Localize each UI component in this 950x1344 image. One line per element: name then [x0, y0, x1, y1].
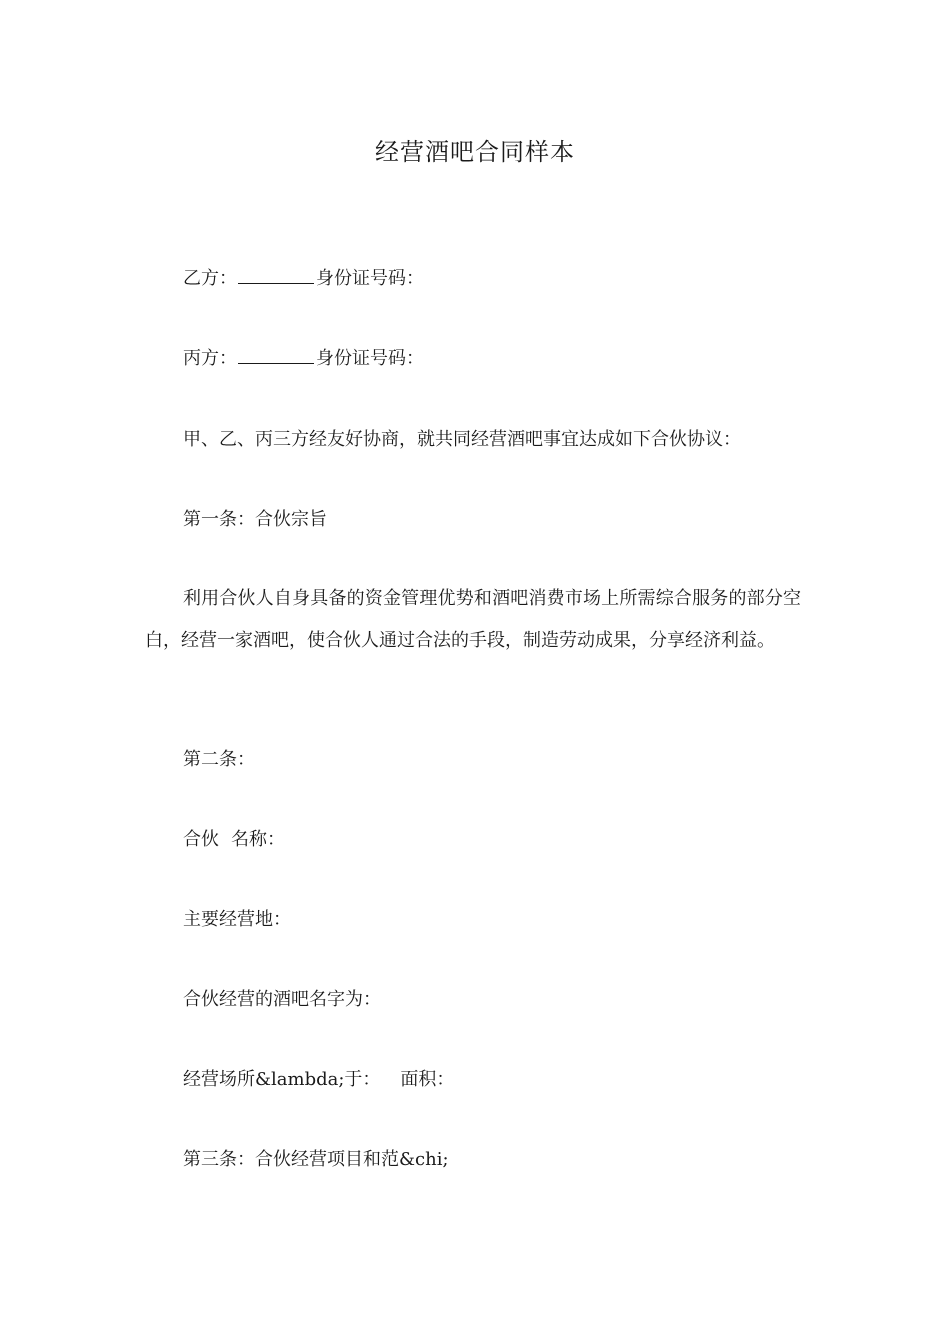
- party-b-line: [183, 265, 424, 292]
- party-c-id-label: 身份证号码：: [316, 348, 424, 369]
- bar-name-line: 合伙经营的酒吧名字为：: [183, 989, 381, 1010]
- article3-heading: 第三条：合伙经营项目和范&chi;: [183, 1149, 449, 1170]
- partnership-name-line: [183, 827, 285, 853]
- party-c-label: 丙方：: [183, 348, 237, 369]
- partnership-label: 合伙: [183, 829, 219, 850]
- party-b-id-label: 身份证号码：: [316, 268, 424, 289]
- document-title: 经营酒吧合同样本: [375, 138, 575, 166]
- party-c-line: [183, 345, 424, 372]
- article1-heading: 第一条：合伙宗旨: [183, 509, 327, 530]
- area-label: 面积：: [400, 1069, 455, 1090]
- party-b-label: 乙方：: [183, 268, 237, 289]
- main-site-line: 主要经营地：: [183, 909, 291, 930]
- partnership-name-label: 名称：: [231, 829, 285, 850]
- party-b-name-blank: [238, 265, 314, 284]
- party-c-name-blank: [238, 345, 314, 364]
- article1-body: 利用合伙人自身具备的资金管理优势和酒吧消费市场上所需综合服务的部分空白，经营一家酒吧，使合伙人通过合法的手段，制造劳动成果，分享经济利益。: [145, 588, 801, 651]
- venue-label: 经营场所&lambda;于：: [183, 1069, 381, 1090]
- venue-line: [183, 1067, 454, 1093]
- article2-heading: 第二条：: [183, 749, 255, 770]
- intro-paragraph: 甲、乙、丙三方经友好协商，就共同经营酒吧事宜达成如下合伙协议：: [183, 429, 741, 450]
